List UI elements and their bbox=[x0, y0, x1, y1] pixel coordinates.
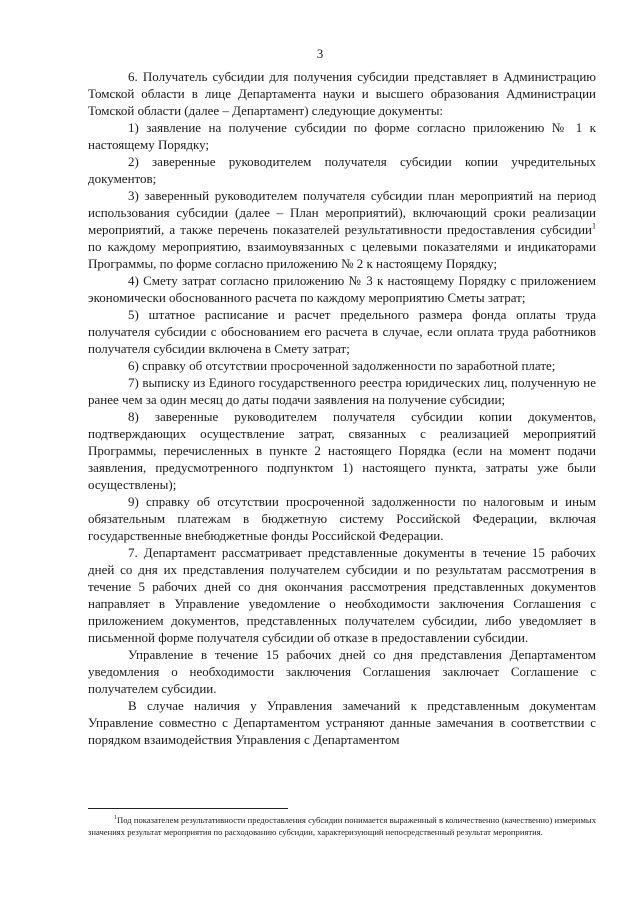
list-item-2: 2) заверенные руководителем получателя субсидии копии учредительных документов; bbox=[88, 154, 596, 186]
list-item-5: 5) штатное расписание и расчет предельного размера фонда оплаты труда получателя субсидии с обоснованием его расчета в случае, если оплата труда работников получателя субсидии включена в Смету затрат; bbox=[88, 307, 596, 356]
document-body bbox=[88, 68, 596, 748]
list-item-7: 7) выписку из Единого государственного реестра юридических лиц, полученную не ранее чем за один месяц до даты подачи заявления на получение субсидии; bbox=[88, 375, 596, 407]
list-item-6: 6) справку об отсутствии просроченной задолженности по заработной плате; bbox=[128, 358, 556, 373]
footnote-text: Под показателем результативности предоставления субсидии понимается выраженный в количественно (качественно) измеримых значениях результат мероприятия по расходованию субсидии, характеризующий непосредственный результат мероприятия. bbox=[88, 815, 596, 837]
footnote-divider bbox=[88, 808, 288, 809]
footnote bbox=[88, 814, 596, 838]
paragraph-7-third: В случае наличия у Управления замечаний к представленным документам Управление совместно с Департаментом устраняют данные замечания в соответствии с порядком взаимодействия Управления с Департаментом bbox=[88, 698, 596, 747]
footnote-marker: 1 bbox=[114, 815, 117, 822]
list-item-1: 1) заявление на получение субсидии по форме согласно приложению № 1 к настоящему Порядку; bbox=[88, 120, 596, 152]
list-item-4: 4) Смету затрат согласно приложению № 3 к настоящему Порядку с приложением экономически обоснованного расчета по каждому мероприятию Сметы затрат; bbox=[88, 273, 596, 305]
list-item-3-text: 3) заверенный руководителем получателя субсидии план мероприятий на период использования субсидии (далее – План мероприятий), включающий сроки реализации мероприятий, а также перечень показателей результативности предоставления субсидии bbox=[88, 188, 596, 237]
paragraph-6: 6. Получатель субсидии для получения субсидии представляет в Администрацию Томской области в лице Департамента науки и высшего образования Администрации Томской области (далее – Департамент) следующие документы: bbox=[88, 69, 596, 118]
page-number: 3 bbox=[316, 46, 324, 61]
paragraph-7: 7. Департамент рассматривает представленные документы в течение 15 рабочих дней со дня их представления получателем субсидии и по результатам рассмотрения в течение 5 рабочих дней со дня окончания рассмотрения представленных документов направляет в Управление уведомление о необходимости заключения Соглашения с приложением документов, представленных получателем субсидии, либо уведомляет в письменной форме получателя субсидии об отказе в предоставлении субсидии. bbox=[88, 545, 596, 645]
paragraph-7-second: Управление в течение 15 рабочих дней со дня представления Департаментом уведомления о необходимости заключения Соглашения заключает Соглашение с получателем субсидии. bbox=[88, 647, 596, 696]
footnote-reference: 1 bbox=[592, 221, 596, 231]
list-item-9: 9) справку об отсутствии просроченной задолженности по налоговым и иным обязательным платежам в бюджетную систему Российской Федерации, включая государственные внебюджетные фонды Российской Федерации. bbox=[88, 494, 596, 543]
list-item-8: 8) заверенные руководителем получателя субсидии копии документов, подтверждающих осуществление затрат, связанных с реализацией мероприятий Программы, перечисленных в пункте 2 настоящего Порядка (если на момент подачи заявления, предусмотренного подпунктом 1) настоящего пункта, затраты уже были осуществлены); bbox=[88, 409, 596, 492]
list-item-3-continuation: по каждому мероприятию, взаимоувязанных с целевыми показателями и индикаторами Программы, по форме согласно приложению № 2 к настоящему Порядку; bbox=[88, 239, 596, 271]
list-item-3 bbox=[88, 187, 596, 272]
